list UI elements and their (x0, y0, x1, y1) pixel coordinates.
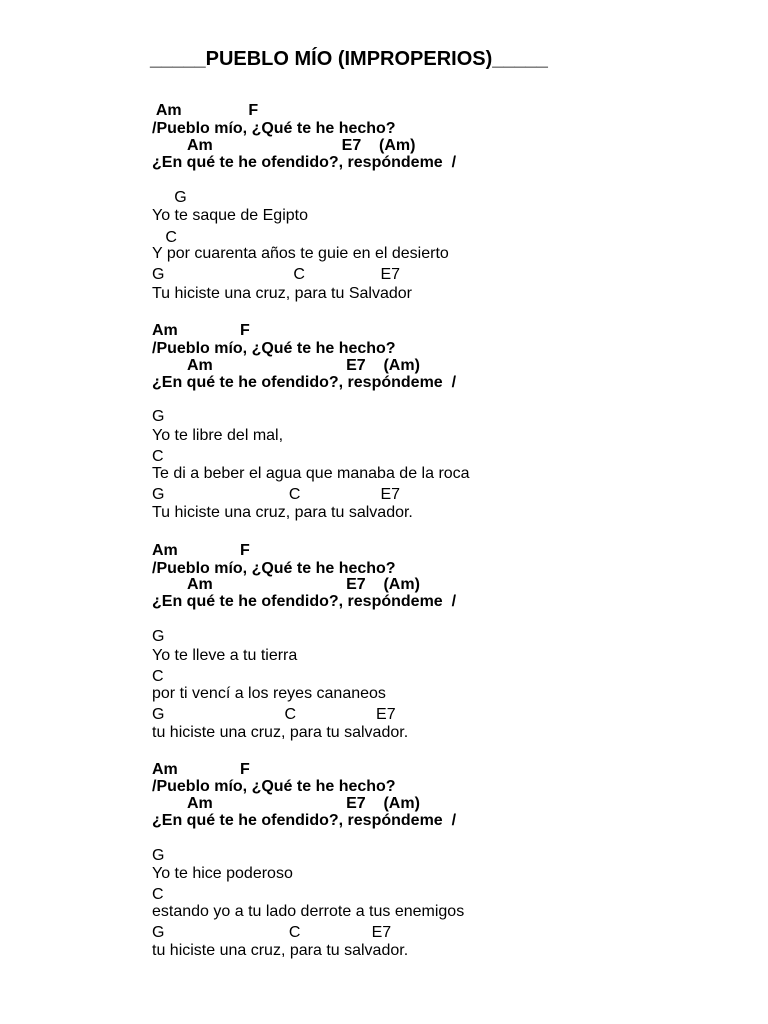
lyric-line: Yo te libre del mal, (152, 427, 284, 444)
chord-line: G C E7 (152, 486, 401, 503)
chord-line: G (152, 847, 165, 864)
chord-line: C (152, 886, 164, 903)
chord-line: Am F (152, 542, 250, 559)
lyric-line: /Pueblo mío, ¿Qué te he hecho? (152, 340, 396, 357)
chord-line: Am E7 (Am) (152, 357, 420, 374)
chord-line: Am E7 (Am) (152, 795, 420, 812)
chord-line: C (152, 668, 164, 685)
chord-line: Am E7 (Am) (152, 576, 420, 593)
chord-line: G (152, 408, 165, 425)
chord-line: G C E7 (152, 924, 392, 941)
chord-line: G C E7 (152, 706, 396, 723)
chord-line: Am F (152, 102, 259, 119)
lyric-line: Yo te lleve a tu tierra (152, 647, 298, 664)
chord-line: Am F (152, 761, 250, 778)
chord-line: Am F (152, 322, 250, 339)
lyric-line: Y por cuarenta años te guie en el desierto (152, 245, 449, 262)
lyric-line: /Pueblo mío, ¿Qué te he hecho? (152, 120, 396, 137)
lyric-line: Yo te hice poderoso (152, 865, 293, 882)
song-title: _____PUEBLO MÍO (IMPROPERIOS)_____ (150, 48, 548, 70)
lyric-line: Tu hiciste una cruz, para tu Salvador (152, 285, 412, 302)
chord-line: G (152, 189, 187, 206)
lyric-line: Te di a beber el agua que manaba de la roca (152, 465, 470, 482)
lyric-line: tu hiciste una cruz, para tu salvador. (152, 724, 409, 741)
lyric-line: ¿En qué te he ofendido?, respóndeme / (152, 374, 457, 391)
lyric-line: tu hiciste una cruz, para tu salvador. (152, 942, 409, 959)
lyric-line: ¿En qué te he ofendido?, respóndeme / (152, 812, 457, 829)
chord-line: G (152, 628, 165, 645)
lyric-line: ¿En qué te he ofendido?, respóndeme / (152, 154, 457, 171)
lyric-line: por ti vencí a los reyes cananeos (152, 685, 386, 702)
chord-line: G C E7 (152, 266, 401, 283)
lyric-line: estando yo a tu lado derrote a tus enemigos (152, 903, 465, 920)
lyric-line: /Pueblo mío, ¿Qué te he hecho? (152, 778, 396, 795)
lyric-line: Tu hiciste una cruz, para tu salvador. (152, 504, 413, 521)
lyric-line: ¿En qué te he ofendido?, respóndeme / (152, 593, 457, 610)
lyric-line: Yo te saque de Egipto (152, 207, 308, 224)
chord-line: C (152, 229, 177, 246)
chord-line: Am E7 (Am) (152, 137, 416, 154)
lyric-line: /Pueblo mío, ¿Qué te he hecho? (152, 560, 396, 577)
chord-line: C (152, 448, 164, 465)
